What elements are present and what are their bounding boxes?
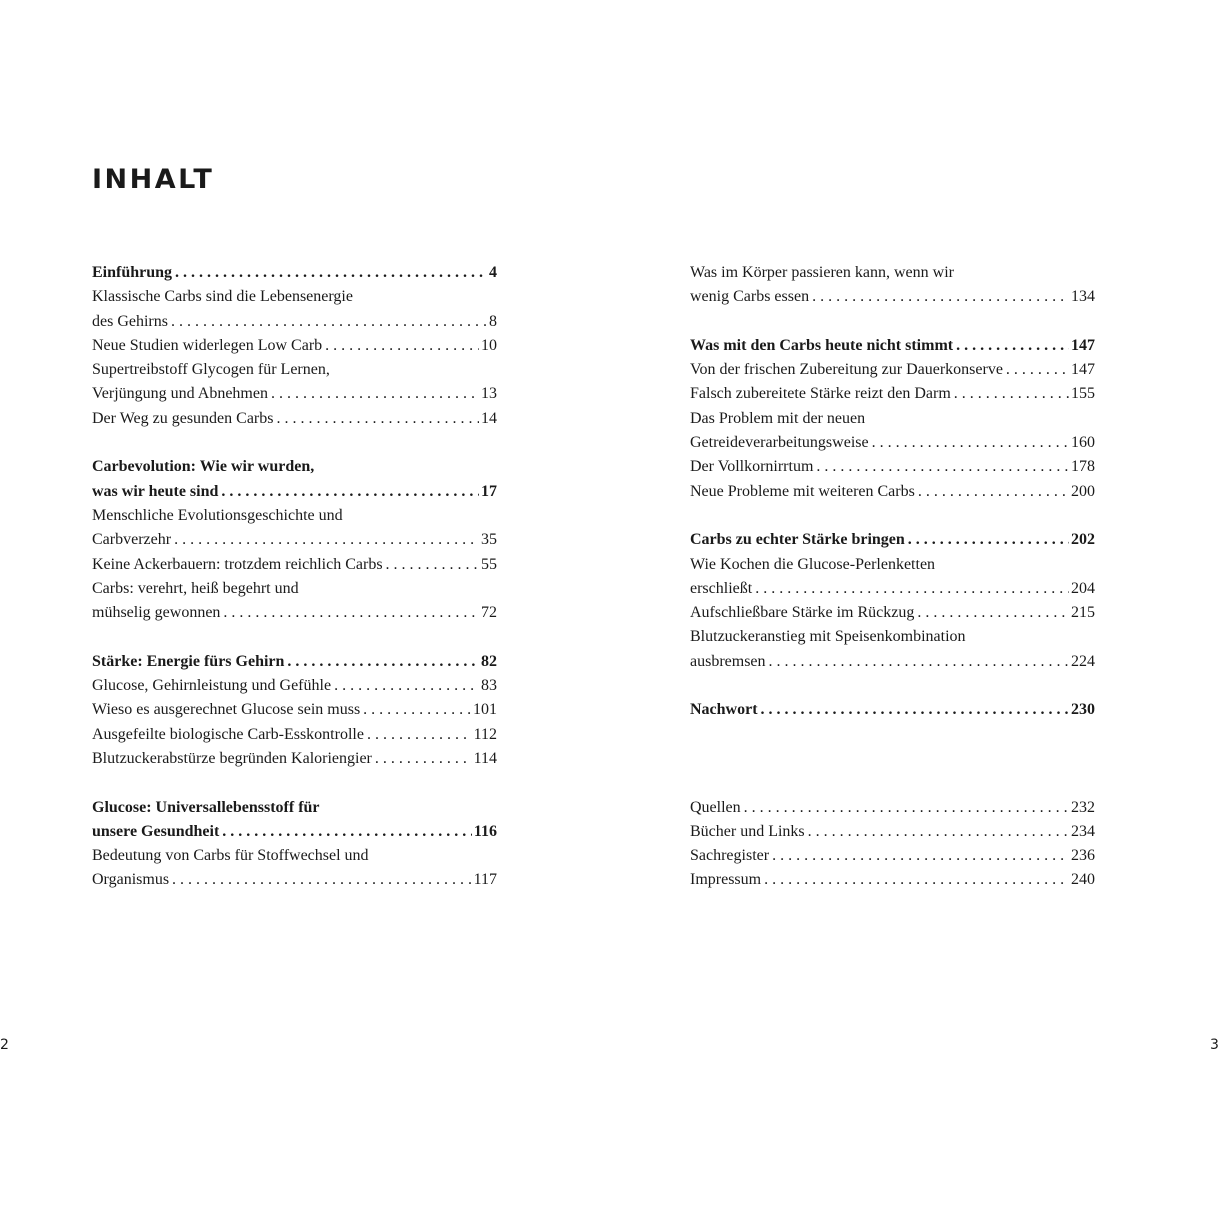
page-number-left: 2 — [0, 1037, 9, 1053]
toc-entry-title: Impressum — [690, 871, 762, 889]
toc-page-number: 215 — [1071, 604, 1095, 622]
toc-entry-line: Blutzuckeranstieg mit Speisenkombination — [690, 628, 966, 646]
toc-chapter-line: Glucose: Universallebensstoff für — [92, 798, 320, 816]
toc-entry-title: Von der frischen Zubereitung zur Dauerkonserve — [690, 361, 1003, 379]
toc-entry-title: Blutzuckerabstürze begründen Kaloriengier — [92, 749, 372, 767]
dot-leader — [331, 674, 479, 698]
dot-leader — [761, 868, 1069, 892]
toc-entry-title: Verjüngung und Abnehmen — [92, 385, 268, 403]
toc-entry-title: Was mit den Carbs heute nicht stimmt — [690, 336, 954, 354]
dot-leader — [915, 480, 1069, 504]
toc-entry-title: Neue Studien widerlegen Low Carb — [92, 336, 323, 354]
toc-entry[interactable] — [690, 480, 1095, 504]
toc-page-number: 240 — [1071, 871, 1095, 889]
dot-leader — [741, 796, 1069, 820]
toc-entry-title: Keine Ackerbauern: trotzdem reichlich Carbs — [92, 555, 383, 573]
toc-entry[interactable] — [690, 431, 1095, 455]
toc-page-number: 134 — [1071, 288, 1095, 306]
toc-entry[interactable] — [92, 723, 497, 747]
toc-entry[interactable] — [92, 747, 497, 771]
dot-leader — [914, 601, 1069, 625]
toc-entry-line: Was im Körper passieren kann, wenn wir — [690, 264, 954, 281]
toc-entry[interactable] — [92, 601, 497, 625]
toc-page-number: 8 — [489, 312, 497, 330]
dot-leader — [268, 382, 479, 406]
toc-entry[interactable] — [92, 528, 497, 552]
toc-entry-line: Bedeutung von Carbs für Stoffwechsel und — [92, 847, 369, 865]
toc-chapter[interactable] — [690, 698, 1095, 722]
toc-page-number: 13 — [481, 385, 497, 403]
toc-page-number: 160 — [1071, 434, 1095, 452]
dot-leader — [171, 528, 479, 552]
toc-entry-title: Carbverzehr — [92, 531, 172, 549]
toc-page-number: 147 — [1071, 336, 1095, 354]
dot-leader — [769, 844, 1069, 868]
toc-entry[interactable] — [92, 553, 497, 577]
toc-entry-title: Stärke: Energie fürs Gehirn — [92, 652, 285, 670]
toc-chapter-line: Carbevolution: Wie wir wurden, — [92, 458, 315, 476]
toc-entry[interactable] — [92, 674, 497, 698]
dot-leader — [372, 747, 472, 771]
toc-chapter[interactable] — [92, 480, 497, 504]
toc-entry-line: Wie Kochen die Glucose-Perlenketten — [690, 555, 936, 573]
toc-page-number: 117 — [473, 871, 497, 889]
toc-entry[interactable] — [690, 358, 1095, 382]
toc-page-number: 200 — [1071, 482, 1095, 500]
toc-page-number: 14 — [481, 409, 497, 427]
toc-chapter[interactable] — [92, 650, 497, 674]
toc-entry[interactable] — [690, 868, 1095, 892]
dot-leader — [364, 723, 472, 747]
toc-entry-title: wenig Carbs essen — [690, 288, 810, 306]
toc-page-number: 101 — [473, 701, 497, 719]
toc-page-number: 114 — [473, 749, 497, 767]
toc-entry-title: Nachwort — [690, 701, 758, 719]
toc-page-number: 83 — [481, 677, 497, 695]
dot-leader — [284, 650, 479, 674]
page-number-right: 3 — [1210, 1037, 1219, 1053]
dot-leader — [360, 698, 471, 722]
toc-page-number: 17 — [481, 482, 497, 500]
toc-entry-line: Carbs: verehrt, heiß begehrt und — [92, 579, 299, 597]
dot-leader — [805, 820, 1069, 844]
toc-entry[interactable] — [92, 334, 497, 358]
toc-entry[interactable] — [690, 820, 1095, 844]
toc-entry[interactable] — [690, 650, 1095, 674]
toc-page-number: 232 — [1071, 798, 1095, 816]
toc-entry[interactable] — [690, 601, 1095, 625]
toc-column-left — [92, 261, 497, 893]
toc-entry-title: erschließt — [690, 579, 753, 597]
toc-entry[interactable] — [92, 698, 497, 722]
toc-page-number: 204 — [1071, 579, 1095, 597]
toc-entry-title: Glucose, Gehirnleistung und Gefühle — [92, 677, 332, 695]
toc-entry[interactable] — [690, 382, 1095, 406]
toc-entry[interactable] — [690, 285, 1095, 309]
toc-entry[interactable] — [92, 310, 497, 334]
toc-page-number: 112 — [473, 725, 497, 743]
toc-page-number: 4 — [489, 264, 497, 281]
toc-entry-title: Aufschließbare Stärke im Rückzug — [690, 604, 915, 622]
toc-page-number: 155 — [1071, 385, 1095, 403]
dot-leader — [752, 577, 1069, 601]
toc-entry[interactable] — [92, 868, 497, 892]
dot-leader — [218, 480, 479, 504]
toc-heading: INHALT — [92, 164, 215, 195]
dot-leader — [220, 601, 479, 625]
toc-entry-title: Neue Probleme mit weiteren Carbs — [690, 482, 915, 500]
toc-page-number: 82 — [481, 652, 497, 670]
toc-entry[interactable] — [92, 407, 497, 431]
toc-page-number: 224 — [1071, 652, 1095, 670]
toc-entry-title: unsere Gesundheit — [92, 822, 220, 840]
toc-chapter[interactable] — [92, 820, 497, 844]
dot-leader — [168, 310, 487, 334]
toc-entry-title: Sachregister — [690, 847, 770, 865]
toc-entry-title: Getreideverarbeitungsweise — [690, 434, 869, 452]
toc-column-right — [690, 261, 1095, 893]
toc-entry-title: Quellen — [690, 798, 741, 816]
dot-leader — [758, 698, 1069, 722]
dot-leader — [813, 455, 1069, 479]
toc-entry-line: Menschliche Evolutionsgeschichte und — [92, 506, 343, 524]
toc-entry-title: mühselig gewonnen — [92, 604, 221, 622]
toc-entry-title: Wieso es ausgerechnet Glucose sein muss — [92, 701, 361, 719]
toc-entry-title: ausbremsen — [690, 652, 766, 670]
toc-entry-title: Carbs zu echter Stärke bringen — [690, 531, 905, 549]
toc-page-number: 116 — [473, 822, 497, 840]
toc-page-number: 147 — [1071, 361, 1095, 379]
toc-entry[interactable] — [690, 455, 1095, 479]
dot-leader — [766, 650, 1069, 674]
toc-page-number: 202 — [1071, 531, 1095, 549]
toc-page-number: 236 — [1071, 847, 1095, 865]
toc-entry-title: Bücher und Links — [690, 822, 805, 840]
dot-leader — [169, 868, 472, 892]
toc-entry-title: Einführung — [92, 264, 173, 281]
toc-page-number: 72 — [481, 604, 497, 622]
toc-page-number: 10 — [481, 336, 497, 354]
dot-leader — [809, 285, 1069, 309]
toc-page-number: 55 — [481, 555, 497, 573]
toc-entry[interactable] — [690, 577, 1095, 601]
dot-leader — [905, 528, 1069, 552]
toc-entry-title: Der Weg zu gesunden Carbs — [92, 409, 274, 427]
toc-entry-title: was wir heute sind — [92, 482, 219, 500]
toc-entry-line: Das Problem mit der neuen — [690, 409, 866, 427]
toc-entry-title: des Gehirns — [92, 312, 168, 330]
toc-entry[interactable] — [690, 796, 1095, 820]
toc-entry[interactable] — [690, 844, 1095, 868]
toc-chapter[interactable] — [690, 528, 1095, 552]
toc-entry-title: Ausgefeilte biologische Carb-Esskontrolle — [92, 725, 364, 743]
toc-chapter[interactable] — [92, 261, 497, 285]
toc-page-number: 230 — [1071, 701, 1095, 719]
dot-leader — [951, 382, 1069, 406]
toc-entry-title: Der Vollkornirrtum — [690, 458, 814, 476]
toc-page-number: 35 — [481, 531, 497, 549]
dot-leader — [953, 334, 1069, 358]
dot-leader — [869, 431, 1069, 455]
toc-entry-line: Supertreibstoff Glycogen für Lernen, — [92, 361, 330, 379]
dot-leader — [273, 407, 479, 431]
toc-page-number: 234 — [1071, 822, 1095, 840]
toc-entry-line: Klassische Carbs sind die Lebensenergie — [92, 288, 353, 306]
dot-leader — [383, 553, 479, 577]
toc-page-number: 178 — [1071, 458, 1095, 476]
dot-leader — [322, 334, 479, 358]
toc-entry[interactable] — [92, 382, 497, 406]
toc-chapter[interactable] — [690, 334, 1095, 358]
dot-leader — [172, 261, 487, 285]
dot-leader — [219, 820, 472, 844]
toc-entry-title: Organismus — [92, 871, 170, 889]
dot-leader — [1003, 358, 1069, 382]
toc-entry-title: Falsch zubereitete Stärke reizt den Darm — [690, 385, 951, 403]
